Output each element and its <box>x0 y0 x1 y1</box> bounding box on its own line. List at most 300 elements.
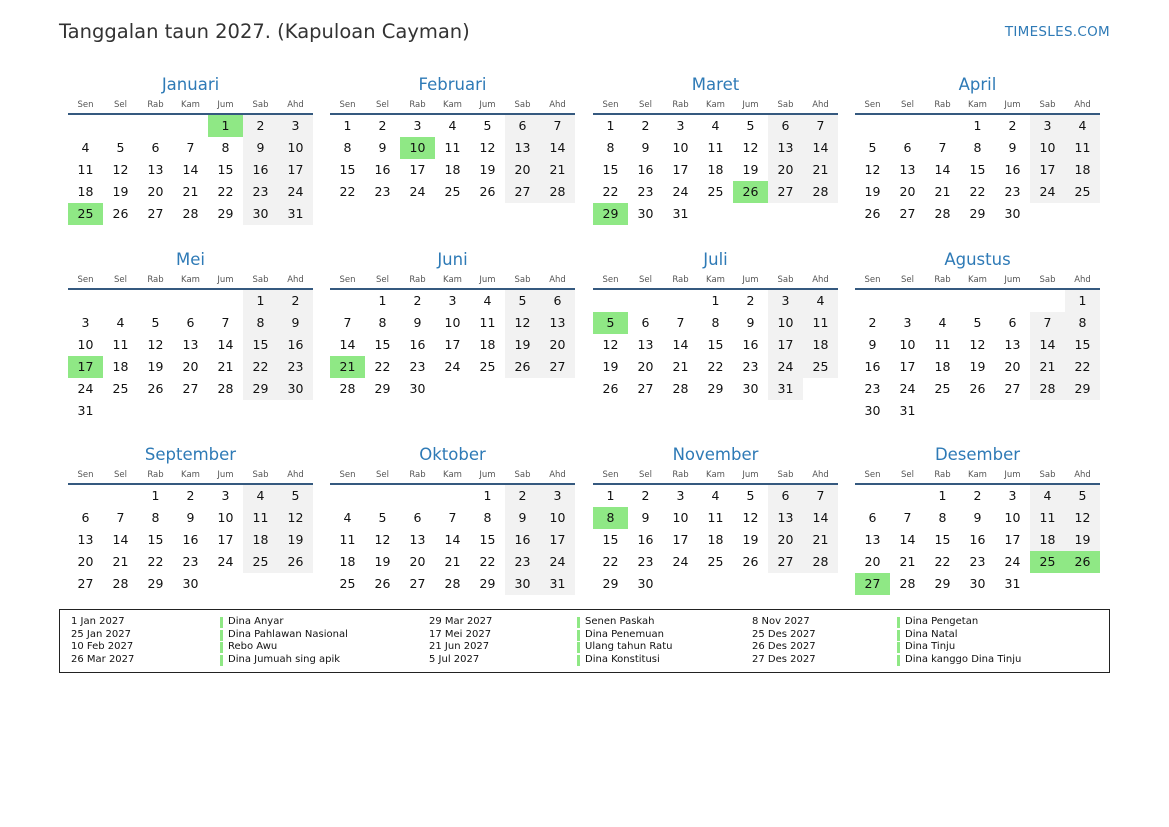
day-cell: 28 <box>444 576 461 591</box>
day-cell: 3 <box>221 488 230 503</box>
day-cell: 15 <box>1065 334 1100 356</box>
holiday-date: 26 Des 2027 <box>752 641 816 653</box>
day-cell: 13 <box>899 162 916 177</box>
week-row <box>855 551 1100 573</box>
week-row <box>593 356 838 378</box>
day-cell: 9 <box>746 315 755 330</box>
day-cell: 4 <box>116 315 125 330</box>
day-cell: 1 <box>343 118 352 133</box>
empty-cell <box>925 290 960 312</box>
empty-cell <box>330 485 365 507</box>
day-cell: 8 <box>151 510 160 525</box>
day-cell: 6 <box>868 510 877 525</box>
empty-cell <box>173 290 208 312</box>
day-cell: 14 <box>182 162 199 177</box>
empty-cell <box>505 378 540 400</box>
day-cell: 17 <box>672 532 689 547</box>
day-cell: 9 <box>641 140 650 155</box>
holiday-marker <box>897 617 900 628</box>
day-cell: 6 <box>768 485 803 507</box>
weekday-label: Sen <box>77 275 94 285</box>
day-cell: 22 <box>339 184 356 199</box>
day-cell: 27 <box>540 356 575 378</box>
day-cell: 8 <box>483 510 492 525</box>
day-cell: 1 <box>938 488 947 503</box>
day-cell: 5 <box>278 485 313 507</box>
weekday-label: Sel <box>901 275 914 285</box>
week-row <box>68 400 313 422</box>
day-cell: 22 <box>147 554 164 569</box>
day-cell: 14 <box>112 532 129 547</box>
week-row <box>68 507 313 529</box>
day-cell: 11 <box>1030 507 1065 529</box>
day-cell: 30 <box>969 576 986 591</box>
weekday-label: Sab <box>1039 470 1056 480</box>
week-row <box>330 551 575 573</box>
day-cell: 15 <box>374 337 391 352</box>
day-cell: 20 <box>899 184 916 199</box>
day-cell: 3 <box>676 118 685 133</box>
day-cell: 24 <box>672 184 689 199</box>
empty-cell <box>995 400 1030 422</box>
month-februari <box>330 73 575 203</box>
day-cell: 24 <box>278 181 313 203</box>
holiday-day-cell: 8 <box>593 507 628 529</box>
day-cell: 14 <box>540 137 575 159</box>
day-cell: 3 <box>81 315 90 330</box>
weekday-label: Sen <box>339 100 356 110</box>
month-name: Januari <box>161 75 220 94</box>
day-cell: 1 <box>711 293 720 308</box>
day-cell: 19 <box>1065 529 1100 551</box>
day-cell: 21 <box>803 159 838 181</box>
day-cell: 12 <box>742 140 759 155</box>
day-cell: 15 <box>934 532 951 547</box>
day-cell: 13 <box>768 137 803 159</box>
day-cell: 2 <box>278 290 313 312</box>
day-cell: 8 <box>973 140 982 155</box>
day-cell: 28 <box>803 551 838 573</box>
weekday-label: Sel <box>639 275 652 285</box>
day-cell: 24 <box>899 381 916 396</box>
day-cell: 28 <box>182 206 199 221</box>
day-cell: 12 <box>1065 507 1100 529</box>
week-row <box>855 573 1100 595</box>
day-cell: 19 <box>112 184 129 199</box>
week-row <box>855 334 1100 356</box>
day-cell: 1 <box>378 293 387 308</box>
week-row <box>68 312 313 334</box>
holiday-date: 5 Jul 2027 <box>429 653 480 665</box>
week-row <box>593 507 838 529</box>
day-cell: 8 <box>243 312 278 334</box>
day-cell: 25 <box>803 356 838 378</box>
day-cell: 12 <box>602 337 619 352</box>
day-cell: 7 <box>803 485 838 507</box>
empty-cell <box>1030 203 1065 225</box>
day-cell: 19 <box>742 532 759 547</box>
empty-cell <box>733 203 768 225</box>
day-cell: 2 <box>641 488 650 503</box>
weekday-label: Kam <box>181 100 200 110</box>
month-juli <box>593 248 838 400</box>
day-cell: 16 <box>1004 162 1021 177</box>
weekday-label: Ahd <box>549 470 566 480</box>
day-cell: 25 <box>112 381 129 396</box>
week-row <box>855 203 1100 225</box>
day-cell: 15 <box>602 532 619 547</box>
holiday-date: 17 Mei 2027 <box>429 628 492 640</box>
day-cell: 31 <box>1004 576 1021 591</box>
day-cell: 5 <box>116 140 125 155</box>
day-cell: 24 <box>540 551 575 573</box>
holiday-day-cell: 26 <box>1065 551 1100 573</box>
holiday-day-cell: 27 <box>855 573 890 595</box>
day-cell: 24 <box>1030 181 1065 203</box>
day-cell: 10 <box>540 507 575 529</box>
day-cell: 28 <box>934 206 951 221</box>
day-cell: 19 <box>864 184 881 199</box>
month-name: Februari <box>418 75 487 94</box>
week-row <box>593 312 838 334</box>
holiday-date: 25 Jan 2027 <box>71 628 131 640</box>
weekday-label: Sen <box>864 275 881 285</box>
weekday-label: Ahd <box>812 275 829 285</box>
empty-cell <box>628 290 663 312</box>
day-cell: 18 <box>77 184 94 199</box>
day-cell: 9 <box>641 510 650 525</box>
day-cell: 22 <box>934 554 951 569</box>
month-agustus <box>855 248 1100 422</box>
day-cell: 21 <box>540 159 575 181</box>
week-row <box>330 115 575 137</box>
weekday-label: Sel <box>114 275 127 285</box>
week-row <box>593 203 838 225</box>
month-april <box>855 73 1100 225</box>
day-cell: 18 <box>1065 159 1100 181</box>
day-cell: 9 <box>868 337 877 352</box>
holiday-name: Rebo Awu <box>228 641 278 653</box>
day-cell: 12 <box>864 162 881 177</box>
day-cell: 21 <box>217 359 234 374</box>
holiday-day-cell: 10 <box>400 137 435 159</box>
weekday-label: Sen <box>602 100 619 110</box>
day-cell: 13 <box>540 312 575 334</box>
weekday-label: Rab <box>147 470 164 480</box>
day-cell: 4 <box>448 118 457 133</box>
empty-cell <box>698 573 733 595</box>
week-row <box>330 485 575 507</box>
holiday-date: 21 Jun 2027 <box>429 641 490 653</box>
day-cell: 12 <box>112 162 129 177</box>
weekday-label: Sen <box>77 470 94 480</box>
weekday-label: Rab <box>409 470 426 480</box>
day-cell: 20 <box>637 359 654 374</box>
day-cell: 29 <box>243 378 278 400</box>
day-cell: 11 <box>444 140 461 155</box>
weekday-label: Jum <box>1004 100 1021 110</box>
weekday-header <box>855 467 1100 485</box>
day-cell: 16 <box>742 337 759 352</box>
day-cell: 15 <box>707 337 724 352</box>
weekday-label: Kam <box>706 470 725 480</box>
weekday-label: Rab <box>409 275 426 285</box>
holiday-marker <box>577 642 580 653</box>
holiday-name: Ulang tahun Ratu <box>585 641 673 653</box>
holiday-name: Dina Konstitusi <box>585 653 660 665</box>
weekday-header <box>593 467 838 485</box>
day-cell: 2 <box>378 118 387 133</box>
weekday-label: Jum <box>217 275 234 285</box>
day-cell: 5 <box>746 488 755 503</box>
weekday-label: Kam <box>968 275 987 285</box>
weekday-label: Jum <box>479 470 496 480</box>
day-cell: 30 <box>864 403 881 418</box>
weekday-label: Rab <box>672 100 689 110</box>
empty-cell <box>68 290 103 312</box>
empty-cell <box>540 378 575 400</box>
weekday-label: Sel <box>114 100 127 110</box>
weekday-header <box>855 97 1100 115</box>
day-cell: 3 <box>540 485 575 507</box>
week-row <box>68 334 313 356</box>
empty-cell <box>663 290 698 312</box>
day-cell: 9 <box>1008 140 1017 155</box>
holiday-marker <box>577 617 580 628</box>
day-cell: 29 <box>969 206 986 221</box>
day-cell: 18 <box>803 334 838 356</box>
weekday-label: Sen <box>77 100 94 110</box>
day-cell: 11 <box>1065 137 1100 159</box>
day-cell: 12 <box>969 337 986 352</box>
empty-cell <box>103 290 138 312</box>
day-cell: 5 <box>973 315 982 330</box>
week-row <box>68 137 313 159</box>
day-cell: 30 <box>505 573 540 595</box>
day-cell: 24 <box>444 359 461 374</box>
day-cell: 25 <box>1065 181 1100 203</box>
week-row <box>855 159 1100 181</box>
weekday-header <box>330 467 575 485</box>
day-cell: 25 <box>707 184 724 199</box>
day-cell: 8 <box>711 315 720 330</box>
day-cell: 2 <box>243 115 278 137</box>
holiday-marker <box>220 655 223 666</box>
day-cell: 23 <box>505 551 540 573</box>
day-cell: 3 <box>413 118 422 133</box>
holiday-date: 26 Mar 2027 <box>71 653 135 665</box>
day-cell: 11 <box>803 312 838 334</box>
empty-cell <box>925 115 960 137</box>
day-cell: 4 <box>938 315 947 330</box>
holiday-day-cell: 25 <box>1030 551 1065 573</box>
day-cell: 9 <box>278 312 313 334</box>
day-cell: 18 <box>1030 529 1065 551</box>
empty-cell <box>103 115 138 137</box>
day-cell: 2 <box>641 118 650 133</box>
day-cell: 17 <box>1004 532 1021 547</box>
day-cell: 5 <box>1065 485 1100 507</box>
day-cell: 14 <box>217 337 234 352</box>
weekday-label: Rab <box>934 100 951 110</box>
weekday-label: Sen <box>864 470 881 480</box>
empty-cell <box>733 573 768 595</box>
day-cell: 24 <box>1004 554 1021 569</box>
day-cell: 20 <box>77 554 94 569</box>
day-cell: 23 <box>243 181 278 203</box>
day-cell: 26 <box>742 554 759 569</box>
month-name: Agustus <box>944 250 1011 269</box>
empty-cell <box>803 203 838 225</box>
week-row <box>855 400 1100 422</box>
day-cell: 7 <box>448 510 457 525</box>
empty-cell <box>435 378 470 400</box>
empty-cell <box>698 203 733 225</box>
day-cell: 25 <box>444 184 461 199</box>
empty-cell <box>103 400 138 422</box>
empty-cell <box>960 400 995 422</box>
day-cell: 22 <box>217 184 234 199</box>
weekday-label: Sen <box>602 275 619 285</box>
day-cell: 2 <box>868 315 877 330</box>
week-row <box>330 159 575 181</box>
day-cell: 9 <box>505 507 540 529</box>
empty-cell <box>243 400 278 422</box>
day-cell: 16 <box>505 529 540 551</box>
weekday-label: Rab <box>409 100 426 110</box>
month-name: April <box>958 75 997 94</box>
empty-cell <box>995 290 1030 312</box>
day-cell: 26 <box>505 356 540 378</box>
empty-cell <box>278 573 313 595</box>
empty-cell <box>138 290 173 312</box>
weekday-label: Rab <box>934 275 951 285</box>
weekday-label: Ahd <box>549 275 566 285</box>
week-row <box>855 356 1100 378</box>
day-cell: 28 <box>217 381 234 396</box>
day-cell: 30 <box>637 206 654 221</box>
weekday-label: Rab <box>147 275 164 285</box>
day-cell: 27 <box>899 206 916 221</box>
day-cell: 12 <box>505 312 540 334</box>
weekday-label: Sel <box>901 100 914 110</box>
day-cell: 17 <box>278 159 313 181</box>
day-cell: 28 <box>1030 378 1065 400</box>
day-cell: 13 <box>409 532 426 547</box>
day-cell: 26 <box>602 381 619 396</box>
day-cell: 27 <box>147 206 164 221</box>
month-juni <box>330 248 575 400</box>
day-cell: 8 <box>938 510 947 525</box>
day-cell: 21 <box>182 184 199 199</box>
day-cell: 19 <box>742 162 759 177</box>
month-november <box>593 443 838 595</box>
day-cell: 25 <box>339 576 356 591</box>
day-cell: 31 <box>899 403 916 418</box>
weekday-label: Ahd <box>549 100 566 110</box>
empty-cell <box>1065 573 1100 595</box>
weekday-label: Kam <box>968 470 987 480</box>
weekday-label: Ahd <box>1074 470 1091 480</box>
week-row <box>855 312 1100 334</box>
day-cell: 30 <box>243 203 278 225</box>
empty-cell <box>173 400 208 422</box>
day-cell: 10 <box>672 140 689 155</box>
day-cell: 10 <box>899 337 916 352</box>
empty-cell <box>803 573 838 595</box>
day-cell: 18 <box>707 532 724 547</box>
day-cell: 11 <box>339 532 356 547</box>
day-cell: 31 <box>540 573 575 595</box>
day-cell: 3 <box>676 488 685 503</box>
empty-cell <box>593 290 628 312</box>
empty-cell <box>890 290 925 312</box>
day-cell: 19 <box>147 359 164 374</box>
weekday-label: Sab <box>1039 275 1056 285</box>
holiday-day-cell: 17 <box>68 356 103 378</box>
day-cell: 8 <box>378 315 387 330</box>
day-cell: 9 <box>186 510 195 525</box>
day-cell: 4 <box>81 140 90 155</box>
week-row <box>68 203 313 225</box>
day-cell: 7 <box>116 510 125 525</box>
holiday-date: 1 Jan 2027 <box>71 616 125 627</box>
day-cell: 28 <box>899 576 916 591</box>
week-row <box>68 378 313 400</box>
day-cell: 16 <box>864 359 881 374</box>
week-row <box>855 529 1100 551</box>
holiday-day-cell: 5 <box>593 312 628 334</box>
month-januari <box>68 73 313 225</box>
month-name: Mei <box>176 250 205 269</box>
empty-cell <box>960 290 995 312</box>
weekday-label: Sen <box>339 275 356 285</box>
day-cell: 16 <box>637 162 654 177</box>
empty-cell <box>400 485 435 507</box>
empty-cell <box>1030 290 1065 312</box>
holiday-marker <box>220 642 223 653</box>
empty-cell <box>243 573 278 595</box>
day-cell: 19 <box>278 529 313 551</box>
day-cell: 21 <box>672 359 689 374</box>
empty-cell <box>470 378 505 400</box>
week-row <box>855 181 1100 203</box>
day-cell: 9 <box>413 315 422 330</box>
weekday-header <box>68 467 313 485</box>
day-cell: 1 <box>606 488 615 503</box>
day-cell: 11 <box>934 337 951 352</box>
day-cell: 17 <box>217 532 234 547</box>
day-cell: 23 <box>278 356 313 378</box>
day-cell: 17 <box>672 162 689 177</box>
weekday-label: Jum <box>742 100 759 110</box>
weekday-label: Sab <box>777 100 794 110</box>
holiday-name: Dina kanggo Dina Tinju <box>905 653 1022 665</box>
weekday-header <box>593 272 838 290</box>
day-cell: 22 <box>243 356 278 378</box>
day-cell: 16 <box>969 532 986 547</box>
day-cell: 1 <box>1065 290 1100 312</box>
day-cell: 4 <box>343 510 352 525</box>
week-row <box>330 356 575 378</box>
day-cell: 7 <box>540 115 575 137</box>
day-cell: 22 <box>1065 356 1100 378</box>
weekday-label: Ahd <box>287 470 304 480</box>
day-cell: 11 <box>243 507 278 529</box>
day-cell: 31 <box>672 206 689 221</box>
day-cell: 12 <box>374 532 391 547</box>
site-link[interactable]: TIMESLES.COM <box>1004 24 1110 40</box>
